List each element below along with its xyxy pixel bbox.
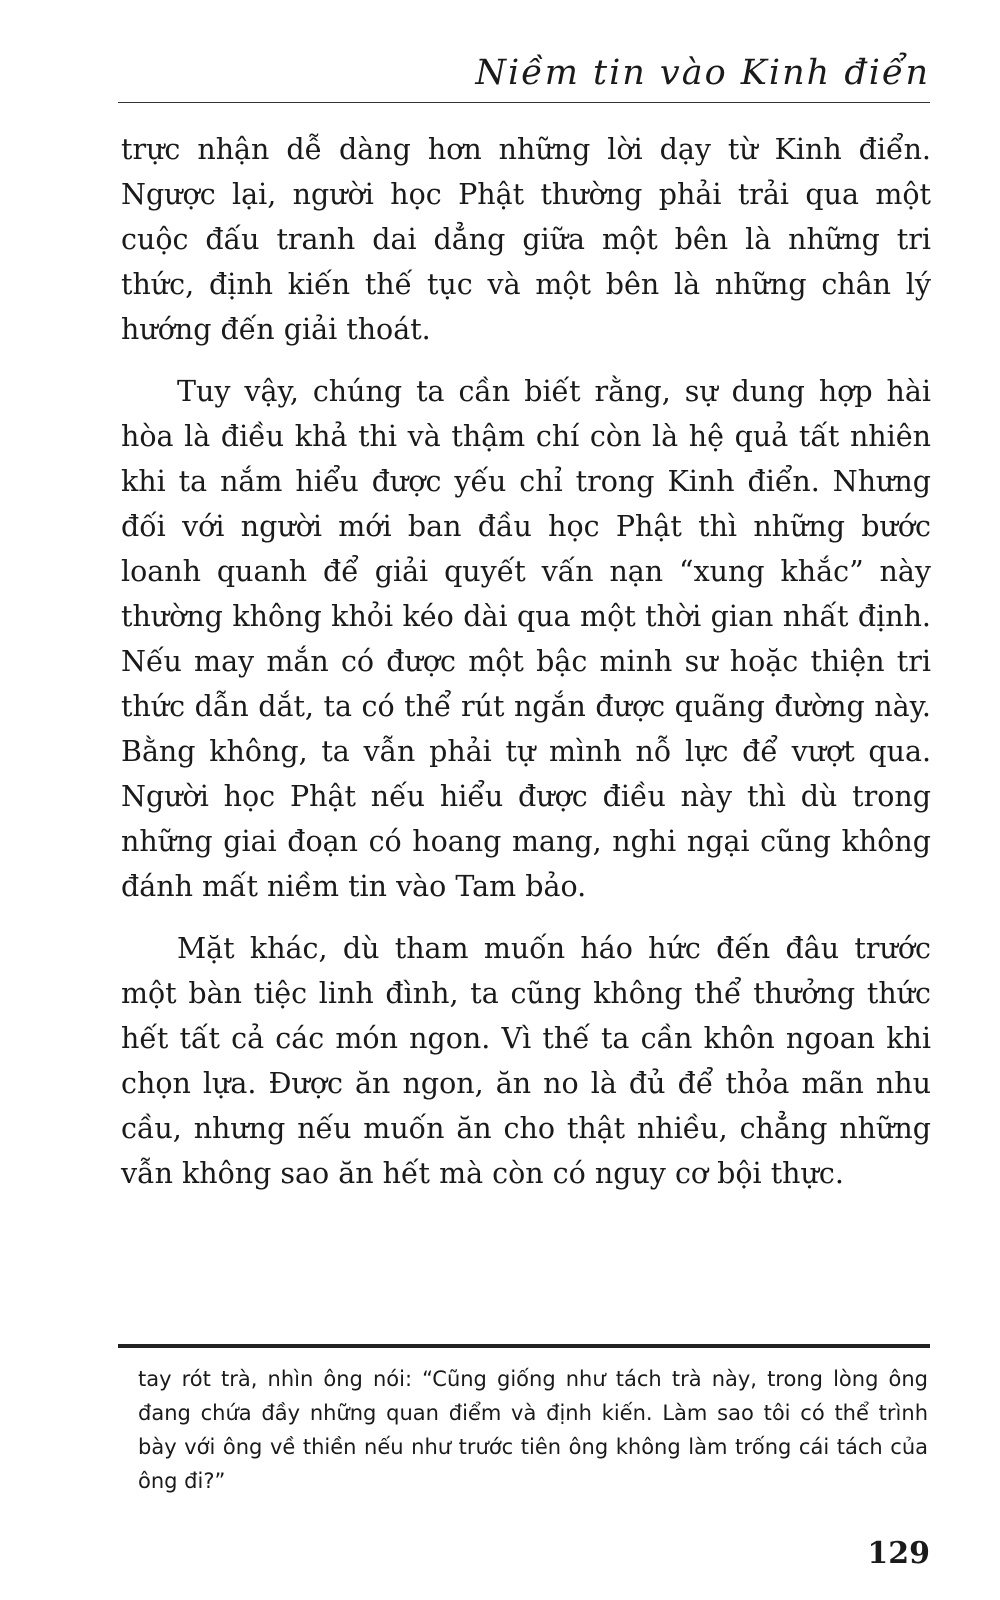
page-number: 129 xyxy=(867,1536,930,1571)
paragraph-continuation: trực nhận dễ dàng hơn những lời dạy từ Kinh điển. Ngược lại, người học Phật thường phải trải qua một cuộc đấu tranh dai dẳng giữa một bên là những tri thức, định kiến thế tục và một bên là những chân lý hướng đến giải thoát. xyxy=(121,133,931,346)
body-text xyxy=(121,127,931,1213)
paragraph: Mặt khác, dù tham muốn háo hức đến đâu trước một bàn tiệc linh đình, ta cũng không thể thưởng thức hết tất cả các món ngon. Vì thế ta cần khôn ngoan khi chọn lựa. Được ăn ngon, ăn no là đủ để thỏa mãn nhu cầu, nhưng nếu muốn ăn cho thật nhiều, chẳng những vẫn không sao ăn hết mà còn có nguy cơ bội thực. xyxy=(121,932,931,1190)
header-divider xyxy=(118,102,930,103)
running-header-title: Niềm tin vào Kinh điển xyxy=(475,53,930,93)
paragraph: Tuy vậy, chúng ta cần biết rằng, sự dung hợp hài hòa là điều khả thi và thậm chí còn là hệ quả tất nhiên khi ta nắm hiểu được yếu chỉ trong Kinh điển. Nhưng đối với người mới ban đầu học Phật thì những bước loanh quanh để giải quyết vấn nạn “xung khắc” này thường không khỏi kéo dài qua một thời gian nhất định. Nếu may mắn có được một bậc minh sư hoặc thiện tri thức dẫn dắt, ta có thể rút ngắn được quãng đường này. Bằng không, ta vẫn phải tự mình nỗ lực để vượt qua. Người học Phật nếu hiểu được điều này thì dù trong những giai đoạn có hoang mang, nghi ngại cũng không đánh mất niềm tin vào Tam bảo. xyxy=(121,375,931,903)
footnote-divider xyxy=(118,1344,930,1348)
footnote-text: tay rót trà, nhìn ông nói: “Cũng giống như tách trà này, trong lòng ông đang chứa đầy những quan điểm và định kiến. Làm sao tôi có thể trình bày với ông về thiền nếu như trước tiên ông không làm trống cái tách của ông đi?” xyxy=(138,1367,928,1493)
